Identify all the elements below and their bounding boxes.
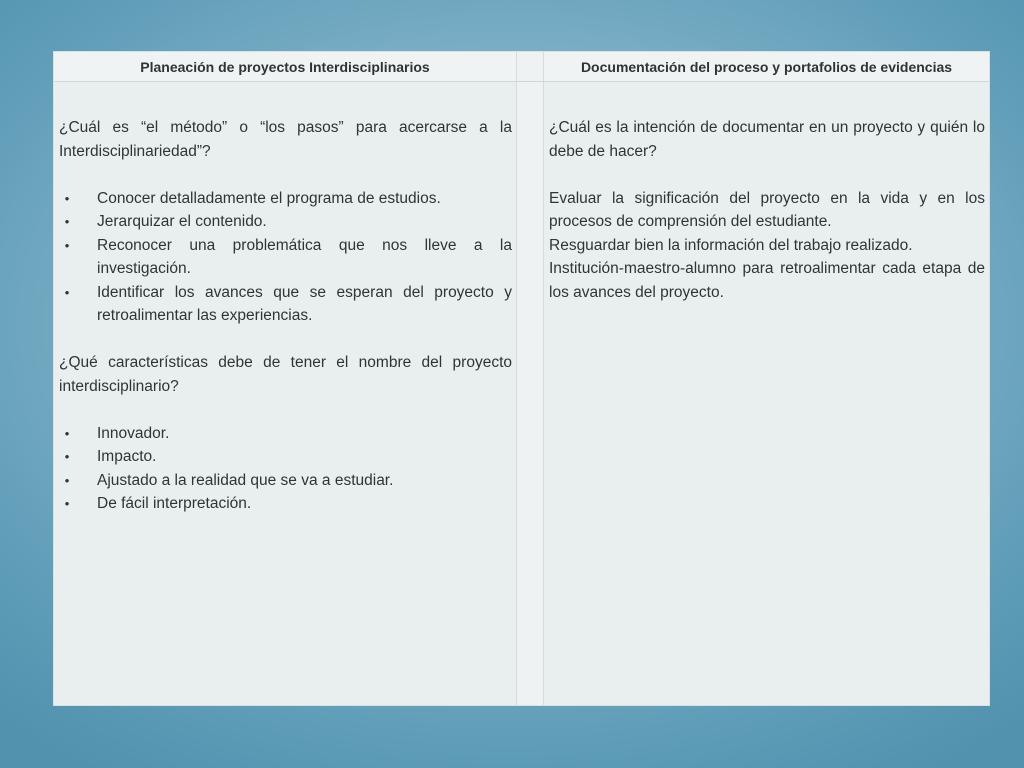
bullet-icon: • bbox=[64, 496, 70, 511]
question-intencion: ¿Cuál es la intención de documentar en un proyecto y quién lo debe de hacer? bbox=[549, 119, 985, 160]
metodo-list bbox=[59, 187, 512, 328]
header-documentacion: Documentación del proceso y portafolios de evidencias bbox=[544, 52, 989, 82]
list-item: • Conocer detalladamente el programa de estudios. bbox=[59, 187, 512, 211]
documentacion-cell bbox=[544, 82, 989, 705]
bullet-icon: • bbox=[64, 449, 70, 464]
bullet-icon: • bbox=[64, 425, 70, 441]
bullet-icon: • bbox=[64, 214, 70, 229]
header-spacer bbox=[516, 52, 544, 82]
list-item: • Ajustado a la realidad que se va a estudiar. bbox=[59, 469, 512, 493]
list-item: • Jerarquizar el contenido. bbox=[59, 210, 512, 234]
paragraph-line: Evaluar la significación del proyecto en la vida y en los procesos de comprensión del estudiante. bbox=[549, 189, 985, 230]
bullet-icon: • bbox=[64, 284, 70, 300]
question-metodo: ¿Cuál es “el método” o “los pasos” para acercarse a la Interdisciplinariedad”? bbox=[59, 119, 512, 160]
header-planeacion: Planeación de proyectos Interdisciplinarios bbox=[54, 52, 516, 82]
list-item: • Impacto. bbox=[59, 445, 512, 469]
list-item: • Identificar los avances que se esperan del proyecto y retroalimentar las experiencias. bbox=[59, 281, 512, 328]
list-item: • Reconocer una problemática que nos lleve a la investigación. bbox=[59, 234, 512, 281]
planeacion-cell bbox=[54, 82, 516, 705]
list-item: • De fácil interpretación. bbox=[59, 492, 512, 516]
paragraph-line: Resguardar bien la información del trabajo realizado. bbox=[549, 236, 913, 254]
bullet-icon: • bbox=[64, 190, 70, 206]
caracteristicas-list bbox=[59, 422, 512, 516]
list-item: • Innovador. bbox=[59, 422, 512, 446]
bullet-icon: • bbox=[64, 237, 70, 253]
bullet-icon: • bbox=[64, 472, 70, 488]
paragraph-line: Institución-maestro-alumno para retroalimentar cada etapa de los avances del proyecto. bbox=[549, 260, 985, 301]
spacer-column bbox=[516, 82, 544, 705]
content-table bbox=[54, 52, 989, 705]
question-caracteristicas: ¿Qué características debe de tener el nombre del proyecto interdisciplinario? bbox=[59, 354, 512, 395]
